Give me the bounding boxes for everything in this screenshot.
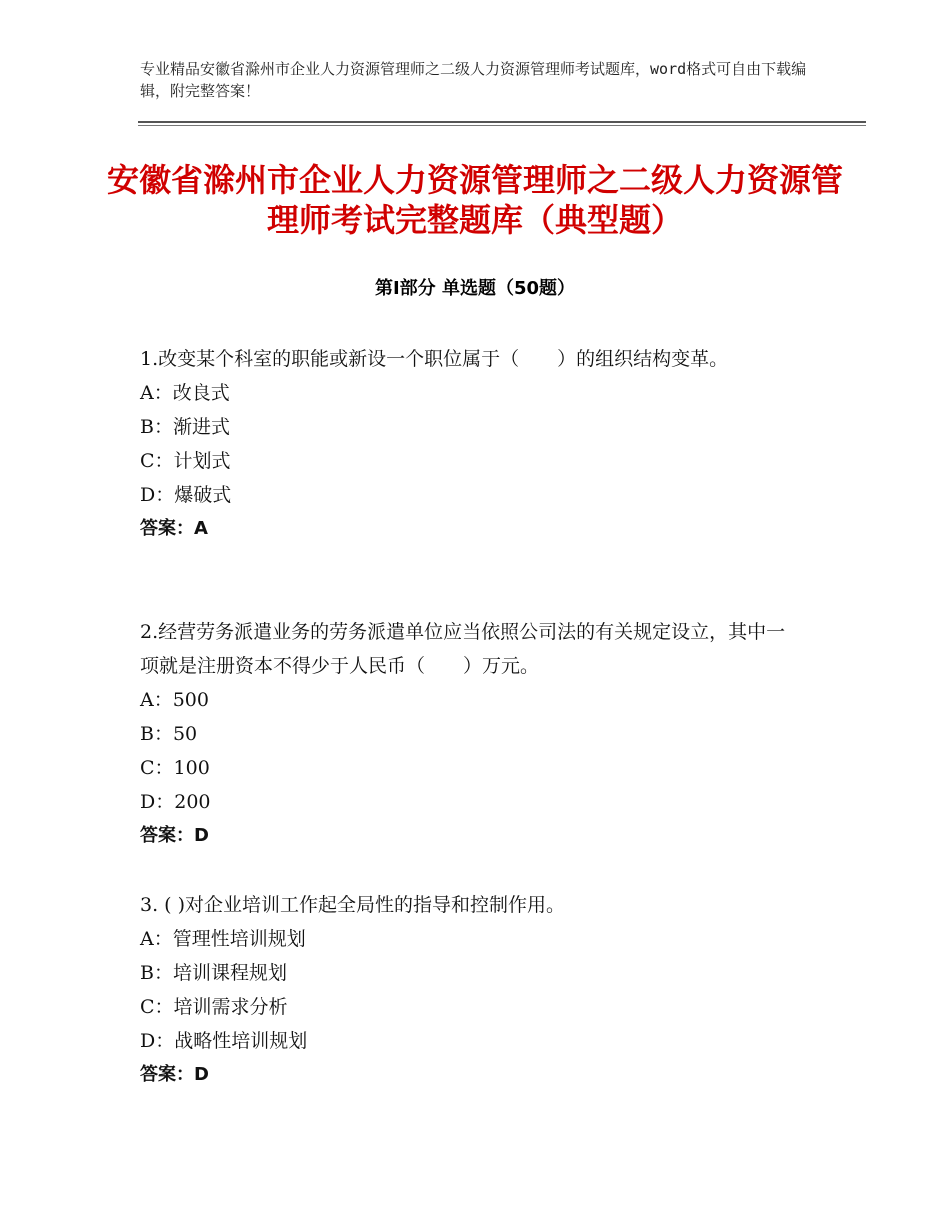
question-2 bbox=[140, 615, 790, 853]
option-c: C：100 bbox=[140, 757, 210, 779]
option-a: A：改良式 bbox=[140, 382, 230, 404]
option-a: A：管理性培训规划 bbox=[140, 928, 306, 950]
question-1 bbox=[140, 342, 790, 546]
option-c: C：计划式 bbox=[140, 450, 231, 472]
question-3 bbox=[140, 888, 790, 1092]
option-b: B：培训课程规划 bbox=[140, 962, 287, 984]
answer: 答案：D bbox=[140, 825, 209, 846]
option-b: B：渐进式 bbox=[140, 416, 230, 438]
option-d: D：爆破式 bbox=[140, 484, 232, 506]
header-note: 专业精品安徽省滁州市企业人力资源管理师之二级人力资源管理师考试题库，word格式可自由下载编辑，附完整答案！ bbox=[140, 60, 807, 100]
answer: 答案：A bbox=[140, 518, 208, 539]
header-rule-thin bbox=[138, 125, 866, 126]
option-a: A：500 bbox=[140, 689, 209, 711]
document-title: 安徽省滁州市企业人力资源管理师之二级人力资源管理师考试完整题库（典型题） bbox=[106, 161, 843, 239]
question-stem: 2.经营劳务派遣业务的劳务派遣单位应当依照公司法的有关规定设立，其中一项就是注册资本不得少于人民币（ ）万元。 bbox=[140, 621, 786, 677]
section-title: 第Ⅰ部分 单选题（50题） bbox=[374, 278, 575, 299]
option-c: C：培训需求分析 bbox=[140, 996, 288, 1018]
question-stem: 1.改变某个科室的职能或新设一个职位属于（ ）的组织结构变革。 bbox=[140, 348, 729, 370]
answer: 答案：D bbox=[140, 1064, 209, 1085]
option-d: D：战略性培训规划 bbox=[140, 1030, 308, 1052]
question-stem: 3. ( )对企业培训工作起全局性的指导和控制作用。 bbox=[140, 894, 566, 916]
option-b: B：50 bbox=[140, 723, 198, 745]
option-d: D：200 bbox=[140, 791, 211, 813]
header-rule-thick bbox=[138, 121, 866, 123]
